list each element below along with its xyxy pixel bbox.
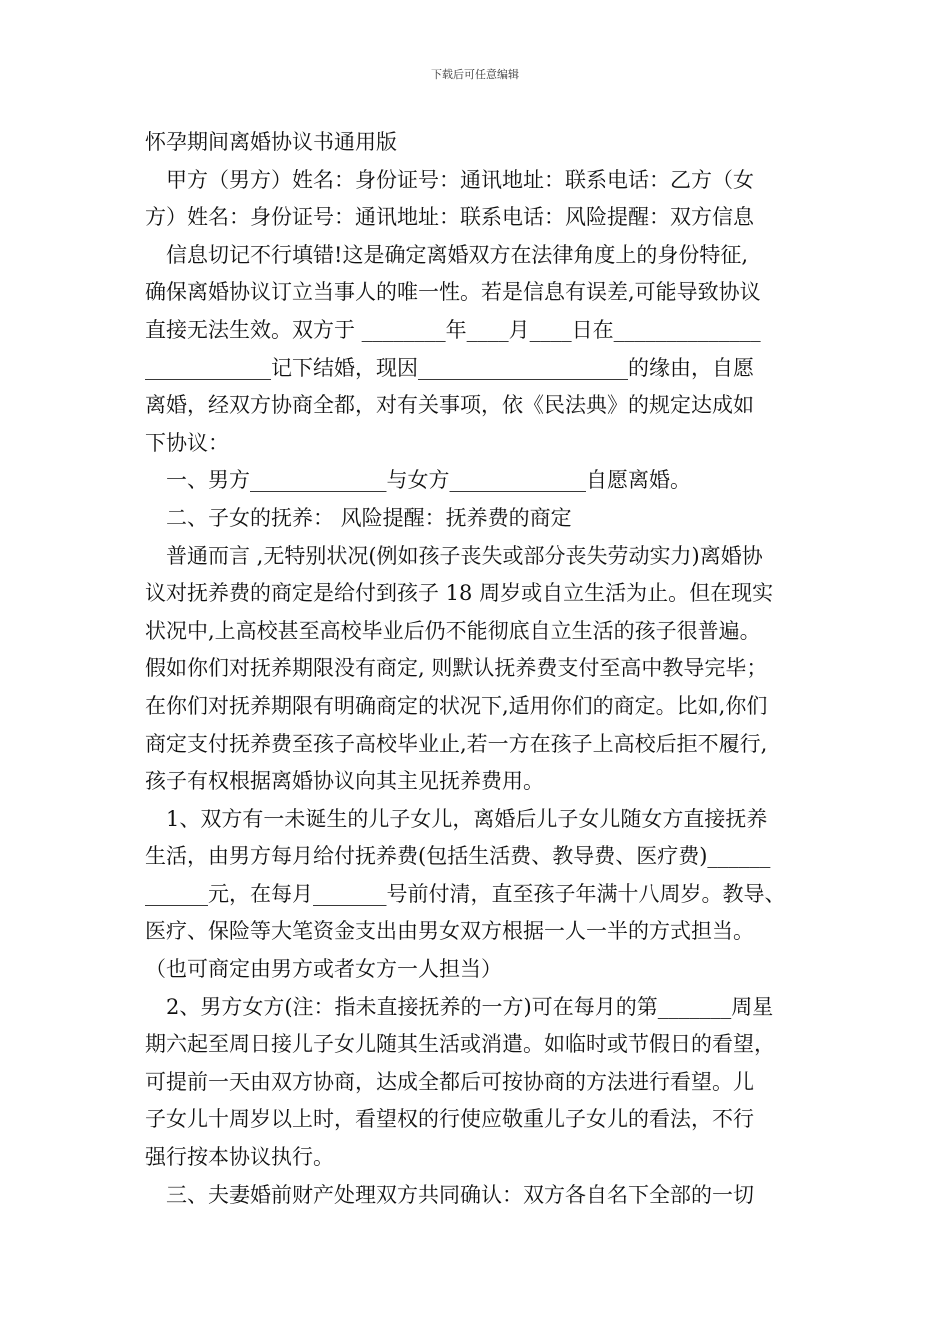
document-title: 怀孕期间离婚协议书通用版 (145, 130, 397, 154)
paragraph-line: 离婚，经双方协商全都，对有关事项，依《民法典》的规定达成如 (145, 393, 754, 418)
paragraph-line: 方）姓名：身份证号：通讯地址：联系电话：风险提醒：双方信息 (145, 205, 754, 230)
document-body (145, 124, 810, 1214)
paragraph-line: 假如你们对抚养期限没有商定, 则默认抚养费支付至高中教导完毕； (145, 656, 768, 681)
paragraph-line: 生活，由男方每月给付抚养费(包括生活费、教导费、医疗费)______ (145, 844, 771, 869)
paragraph-line: 甲方（男方）姓名：身份证号：通讯地址：联系电话：乙方（女 (166, 167, 754, 192)
page-header: 下载后可任意编辑 (431, 68, 519, 81)
paragraph-line: 确保离婚协议订立当事人的唯一性。若是信息有误差,可能导致协议 (145, 280, 761, 305)
paragraph-line: 直接无法生效。双方于 ________年____月____日在______________ (145, 317, 761, 342)
paragraph-line: 商定支付抚养费至孩子高校毕业止,若一方在孩子上高校后拒不履行, (145, 731, 768, 756)
paragraph-line: 可提前一天由双方协商，达成全都后可按协商的方法进行看望。儿 (145, 1069, 754, 1094)
paragraph-line: 下协议： (145, 430, 229, 455)
paragraph-line: 1、双方有一未诞生的儿子女儿，离婚后儿子女儿随女方直接抚养 (166, 806, 768, 831)
paragraph-line: 孩子有权根据离婚协议向其主见抚养费用。 (145, 769, 544, 794)
paragraph-line: （也可商定由男方或者女方一人担当） (145, 957, 502, 982)
paragraph-line: 议对抚养费的商定是给付到孩子 18 周岁或自立生活为止。但在现实 (145, 581, 774, 606)
paragraph-line: 2、男方女方(注：指未直接抚养的一方)可在每月的第_______周星 (166, 994, 774, 1019)
paragraph-line: 子女儿十周岁以上时，看望权的行使应敬重儿子女儿的看法，不行 (145, 1107, 754, 1132)
paragraph-line: 一、男方_____________与女方_____________自愿离婚。 (166, 468, 691, 493)
paragraph-line: 三、夫妻婚前财产处理双方共同确认：双方各自名下全部的一切 (166, 1182, 754, 1207)
paragraph-line: 在你们对抚养期限有明确商定的状况下,适用你们的商定。比如,你们 (145, 693, 768, 718)
paragraph-line: 医疗、保险等大笔资金支出由男女双方根据一人一半的方式担当。 (145, 919, 754, 944)
paragraph-line: 普通而言 ,无特别状况(例如孩子丧失或部分丧失劳动实力)离婚协 (166, 543, 763, 568)
paragraph-line: 期六起至周日接儿子女儿随其生活或消遣。如临时或节假日的看望， (145, 1032, 775, 1057)
paragraph-line: 二、子女的抚养： 风险提醒：抚养费的商定 (166, 505, 572, 530)
paragraph-line: ____________记下结婚，现因____________________的缘由，自愿 (145, 355, 754, 380)
paragraph-line: ______元，在每月_______号前付清，直至孩子年满十八周岁。教导、 (145, 881, 786, 906)
paragraph-line: 状况中,上高校甚至高校毕业后仍不能彻底自立生活的孩子很普遍。 (145, 618, 761, 643)
paragraph-line: 强行按本协议执行。 (145, 1145, 334, 1170)
paragraph-line: 信息切记不行填错!这是确定离婚双方在法律角度上的身份特征, (166, 242, 749, 267)
